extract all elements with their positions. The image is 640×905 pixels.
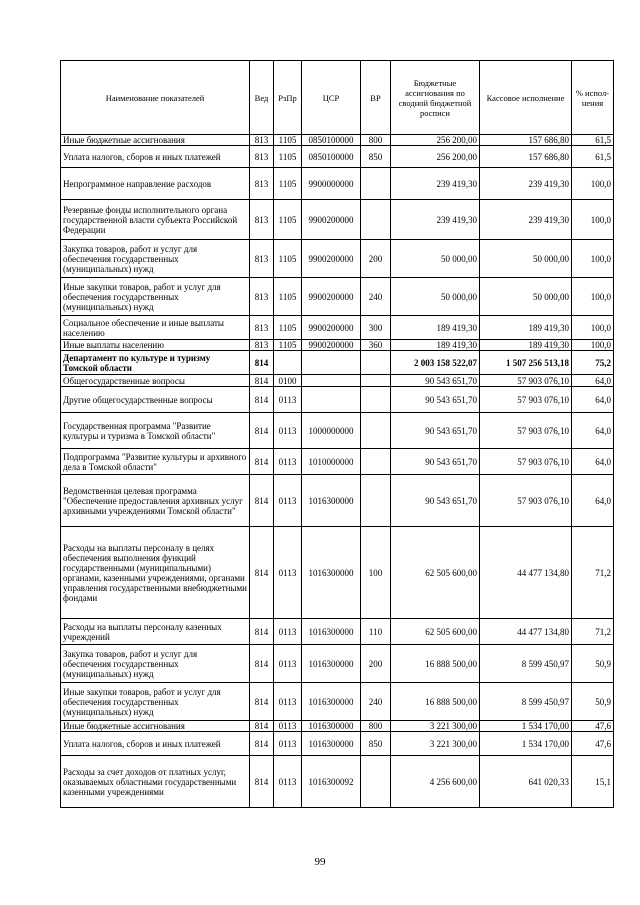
cell-pct: 61,5 — [572, 146, 614, 168]
cell-assign: 256 200,00 — [391, 135, 480, 146]
cell-csr: 9900200000 — [302, 200, 361, 240]
cell-assign: 16 888 500,00 — [391, 645, 480, 683]
cell-rzpr: 0100 — [274, 375, 302, 387]
cell-ved: 813 — [250, 240, 274, 278]
cell-name: Подпрограмма "Развитие культуры и архивного дела в Томской области" — [61, 449, 250, 475]
cell-pct: 64,0 — [572, 475, 614, 527]
cell-name: Закупка товаров, работ и услуг для обеспечения государственных (муниципальных) нужд — [61, 240, 250, 278]
cell-cash: 1 534 170,00 — [480, 732, 572, 756]
cell-vr: 200 — [361, 240, 391, 278]
cell-pct: 64,0 — [572, 449, 614, 475]
cell-ved: 814 — [250, 619, 274, 645]
cell-assign: 90 543 651,70 — [391, 413, 480, 449]
cell-cash: 57 903 076,10 — [480, 375, 572, 387]
cell-name: Ведомственная целевая программа "Обеспечение предоставления архивных услуг архивными учреждениями Томской области" — [61, 475, 250, 527]
cell-vr: 360 — [361, 340, 391, 351]
cell-ved: 813 — [250, 316, 274, 340]
cell-name: Иные бюджетные ассигнования — [61, 135, 250, 146]
table-row — [61, 351, 614, 375]
cell-assign: 256 200,00 — [391, 146, 480, 168]
cell-csr — [302, 387, 361, 413]
cell-name: Иные выплаты населению — [61, 340, 250, 351]
table-row — [61, 375, 614, 387]
cell-pct: 71,2 — [572, 619, 614, 645]
cell-assign: 3 221 300,00 — [391, 732, 480, 756]
cell-vr — [361, 475, 391, 527]
cell-rzpr: 0113 — [274, 387, 302, 413]
cell-csr: 9900200000 — [302, 240, 361, 278]
cell-vr: 240 — [361, 278, 391, 316]
cell-name: Расходы на выплаты персоналу в целях обеспечения выполнения функций государственными (муниципальными) органами, казенными учреждениями, органами управления государственными внебюджетными фондами — [61, 527, 250, 619]
cell-rzpr: 0113 — [274, 683, 302, 721]
cell-vr: 200 — [361, 645, 391, 683]
header-rzpr: РзПр — [274, 61, 302, 135]
cell-vr — [361, 200, 391, 240]
cell-rzpr: 1105 — [274, 135, 302, 146]
cell-rzpr: 0113 — [274, 619, 302, 645]
cell-rzpr: 0113 — [274, 645, 302, 683]
cell-pct: 100,0 — [572, 200, 614, 240]
cell-assign: 189 419,30 — [391, 316, 480, 340]
cell-assign: 4 256 600,00 — [391, 756, 480, 808]
header-pct: % испол-нения — [572, 61, 614, 135]
cell-csr: 1016300000 — [302, 475, 361, 527]
cell-assign: 62 505 600,00 — [391, 527, 480, 619]
table-row — [61, 278, 614, 316]
cell-csr: 1016300000 — [302, 619, 361, 645]
cell-cash: 44 477 134,80 — [480, 619, 572, 645]
cell-name: Закупка товаров, работ и услуг для обеспечения государственных (муниципальных) нужд — [61, 645, 250, 683]
table-row — [61, 316, 614, 340]
cell-vr: 100 — [361, 527, 391, 619]
cell-vr — [361, 168, 391, 200]
cell-csr: 1000000000 — [302, 413, 361, 449]
cell-name: Иные закупки товаров, работ и услуг для обеспечения государственных (муниципальных) нужд — [61, 278, 250, 316]
cell-csr: 1016300000 — [302, 527, 361, 619]
cell-cash: 641 020,33 — [480, 756, 572, 808]
cell-csr: 1016300000 — [302, 645, 361, 683]
cell-assign: 3 221 300,00 — [391, 721, 480, 732]
cell-csr: 1010000000 — [302, 449, 361, 475]
table-row — [61, 619, 614, 645]
cell-csr: 0850100000 — [302, 146, 361, 168]
cell-cash: 50 000,00 — [480, 278, 572, 316]
cell-cash: 157 686,80 — [480, 146, 572, 168]
cell-vr — [361, 449, 391, 475]
cell-ved: 814 — [250, 683, 274, 721]
cell-assign: 90 543 651,70 — [391, 387, 480, 413]
cell-assign: 50 000,00 — [391, 278, 480, 316]
cell-cash: 189 419,30 — [480, 340, 572, 351]
cell-assign: 62 505 600,00 — [391, 619, 480, 645]
cell-name: Департамент по культуре и туризму Томской области — [61, 351, 250, 375]
header-vr: ВР — [361, 61, 391, 135]
table-row — [61, 732, 614, 756]
cell-cash: 1 534 170,00 — [480, 721, 572, 732]
cell-rzpr: 0113 — [274, 721, 302, 732]
cell-name: Расходы на выплаты персоналу казенных учреждений — [61, 619, 250, 645]
cell-rzpr: 1105 — [274, 240, 302, 278]
cell-rzpr: 1105 — [274, 146, 302, 168]
header-row — [61, 61, 614, 135]
cell-csr — [302, 351, 361, 375]
table-row — [61, 413, 614, 449]
cell-csr: 1016300092 — [302, 756, 361, 808]
cell-rzpr — [274, 351, 302, 375]
cell-cash: 44 477 134,80 — [480, 527, 572, 619]
cell-cash: 157 686,80 — [480, 135, 572, 146]
cell-csr: 9900000000 — [302, 168, 361, 200]
cell-pct: 15,1 — [572, 756, 614, 808]
cell-vr: 800 — [361, 721, 391, 732]
cell-pct: 64,0 — [572, 375, 614, 387]
cell-cash: 239 419,30 — [480, 168, 572, 200]
cell-rzpr: 0113 — [274, 756, 302, 808]
cell-ved: 814 — [250, 732, 274, 756]
header-csr: ЦСР — [302, 61, 361, 135]
cell-pct: 64,0 — [572, 413, 614, 449]
cell-csr: 9900200000 — [302, 316, 361, 340]
cell-cash: 8 599 450,97 — [480, 645, 572, 683]
cell-pct: 61,5 — [572, 135, 614, 146]
cell-csr: 9900200000 — [302, 340, 361, 351]
cell-name: Социальное обеспечение и иные выплаты населению — [61, 316, 250, 340]
cell-name: Резервные фонды исполнительного органа государственной власти субъекта Российской Федерации — [61, 200, 250, 240]
cell-ved: 814 — [250, 756, 274, 808]
cell-vr — [361, 413, 391, 449]
cell-vr: 240 — [361, 683, 391, 721]
cell-cash: 57 903 076,10 — [480, 413, 572, 449]
cell-ved: 814 — [250, 375, 274, 387]
cell-csr: 0850100000 — [302, 135, 361, 146]
cell-ved: 814 — [250, 387, 274, 413]
cell-vr — [361, 387, 391, 413]
cell-vr: 850 — [361, 732, 391, 756]
cell-csr: 1016300000 — [302, 732, 361, 756]
cell-cash: 57 903 076,10 — [480, 475, 572, 527]
cell-vr — [361, 375, 391, 387]
table-row — [61, 387, 614, 413]
cell-name: Уплата налогов, сборов и иных платежей — [61, 146, 250, 168]
cell-assign: 239 419,30 — [391, 200, 480, 240]
cell-pct: 47,6 — [572, 732, 614, 756]
cell-pct: 100,0 — [572, 316, 614, 340]
cell-ved: 813 — [250, 340, 274, 351]
cell-csr: 9900200000 — [302, 278, 361, 316]
table-row — [61, 168, 614, 200]
cell-vr: 800 — [361, 135, 391, 146]
cell-assign: 50 000,00 — [391, 240, 480, 278]
table-row — [61, 527, 614, 619]
cell-cash: 57 903 076,10 — [480, 387, 572, 413]
cell-assign: 90 543 651,70 — [391, 375, 480, 387]
cell-pct: 50,9 — [572, 645, 614, 683]
table-row — [61, 449, 614, 475]
cell-pct: 100,0 — [572, 168, 614, 200]
cell-pct: 71,2 — [572, 527, 614, 619]
cell-vr — [361, 351, 391, 375]
cell-cash: 189 419,30 — [480, 316, 572, 340]
cell-vr — [361, 756, 391, 808]
cell-ved: 814 — [250, 527, 274, 619]
cell-cash: 8 599 450,97 — [480, 683, 572, 721]
cell-name: Государственная программа "Развитие культуры и туризма в Томской области" — [61, 413, 250, 449]
cell-ved: 814 — [250, 475, 274, 527]
cell-csr: 1016300000 — [302, 721, 361, 732]
cell-rzpr: 0113 — [274, 732, 302, 756]
cell-ved: 813 — [250, 200, 274, 240]
cell-name: Непрограммное направление расходов — [61, 168, 250, 200]
table-row — [61, 645, 614, 683]
cell-name: Общегосударственные вопросы — [61, 375, 250, 387]
cell-rzpr: 0113 — [274, 527, 302, 619]
cell-assign: 239 419,30 — [391, 168, 480, 200]
cell-name: Уплата налогов, сборов и иных платежей — [61, 732, 250, 756]
cell-assign: 90 543 651,70 — [391, 475, 480, 527]
table-row — [61, 756, 614, 808]
cell-ved: 814 — [250, 413, 274, 449]
table-row — [61, 475, 614, 527]
cell-name: Расходы за счет доходов от платных услуг, оказываемых областными государственными казенными учреждениями — [61, 756, 250, 808]
cell-ved: 813 — [250, 168, 274, 200]
cell-rzpr: 0113 — [274, 449, 302, 475]
cell-assign: 189 419,30 — [391, 340, 480, 351]
cell-cash: 50 000,00 — [480, 240, 572, 278]
cell-rzpr: 1105 — [274, 278, 302, 316]
cell-rzpr: 0113 — [274, 413, 302, 449]
cell-ved: 813 — [250, 278, 274, 316]
cell-vr: 110 — [361, 619, 391, 645]
cell-cash: 57 903 076,10 — [480, 449, 572, 475]
cell-assign: 90 543 651,70 — [391, 449, 480, 475]
cell-csr — [302, 375, 361, 387]
table-row — [61, 200, 614, 240]
cell-csr: 1016300000 — [302, 683, 361, 721]
cell-rzpr: 1105 — [274, 168, 302, 200]
cell-pct: 100,0 — [572, 340, 614, 351]
cell-rzpr: 0113 — [274, 475, 302, 527]
cell-ved: 813 — [250, 135, 274, 146]
cell-pct: 47,6 — [572, 721, 614, 732]
cell-pct: 100,0 — [572, 278, 614, 316]
table-row — [61, 240, 614, 278]
cell-vr: 850 — [361, 146, 391, 168]
cell-name: Иные закупки товаров, работ и услуг для обеспечения государственных (муниципальных) нужд — [61, 683, 250, 721]
cell-pct: 100,0 — [572, 240, 614, 278]
table-row — [61, 146, 614, 168]
header-cash: Кассовое исполнение — [480, 61, 572, 135]
header-name: Наименование показателей — [61, 61, 250, 135]
cell-cash: 1 507 256 513,18 — [480, 351, 572, 375]
table-row — [61, 340, 614, 351]
budget-execution-table — [60, 60, 614, 808]
cell-rzpr: 1105 — [274, 200, 302, 240]
table-row — [61, 135, 614, 146]
cell-name: Иные бюджетные ассигнования — [61, 721, 250, 732]
header-assign: Бюджетные ассигнования по сводной бюджетной росписи — [391, 61, 480, 135]
cell-vr: 300 — [361, 316, 391, 340]
cell-pct: 50,9 — [572, 683, 614, 721]
cell-pct: 64,0 — [572, 387, 614, 413]
cell-ved: 814 — [250, 449, 274, 475]
header-ved: Вед — [250, 61, 274, 135]
cell-assign: 16 888 500,00 — [391, 683, 480, 721]
cell-assign: 2 003 158 522,07 — [391, 351, 480, 375]
table-row — [61, 683, 614, 721]
cell-ved: 813 — [250, 146, 274, 168]
cell-rzpr: 1105 — [274, 316, 302, 340]
cell-ved: 814 — [250, 645, 274, 683]
table-row — [61, 721, 614, 732]
cell-cash: 239 419,30 — [480, 200, 572, 240]
cell-rzpr: 1105 — [274, 340, 302, 351]
cell-name: Другие общегосударственные вопросы — [61, 387, 250, 413]
page-number: 99 — [314, 856, 326, 868]
cell-ved: 814 — [250, 351, 274, 375]
cell-ved: 814 — [250, 721, 274, 732]
cell-pct: 75,2 — [572, 351, 614, 375]
